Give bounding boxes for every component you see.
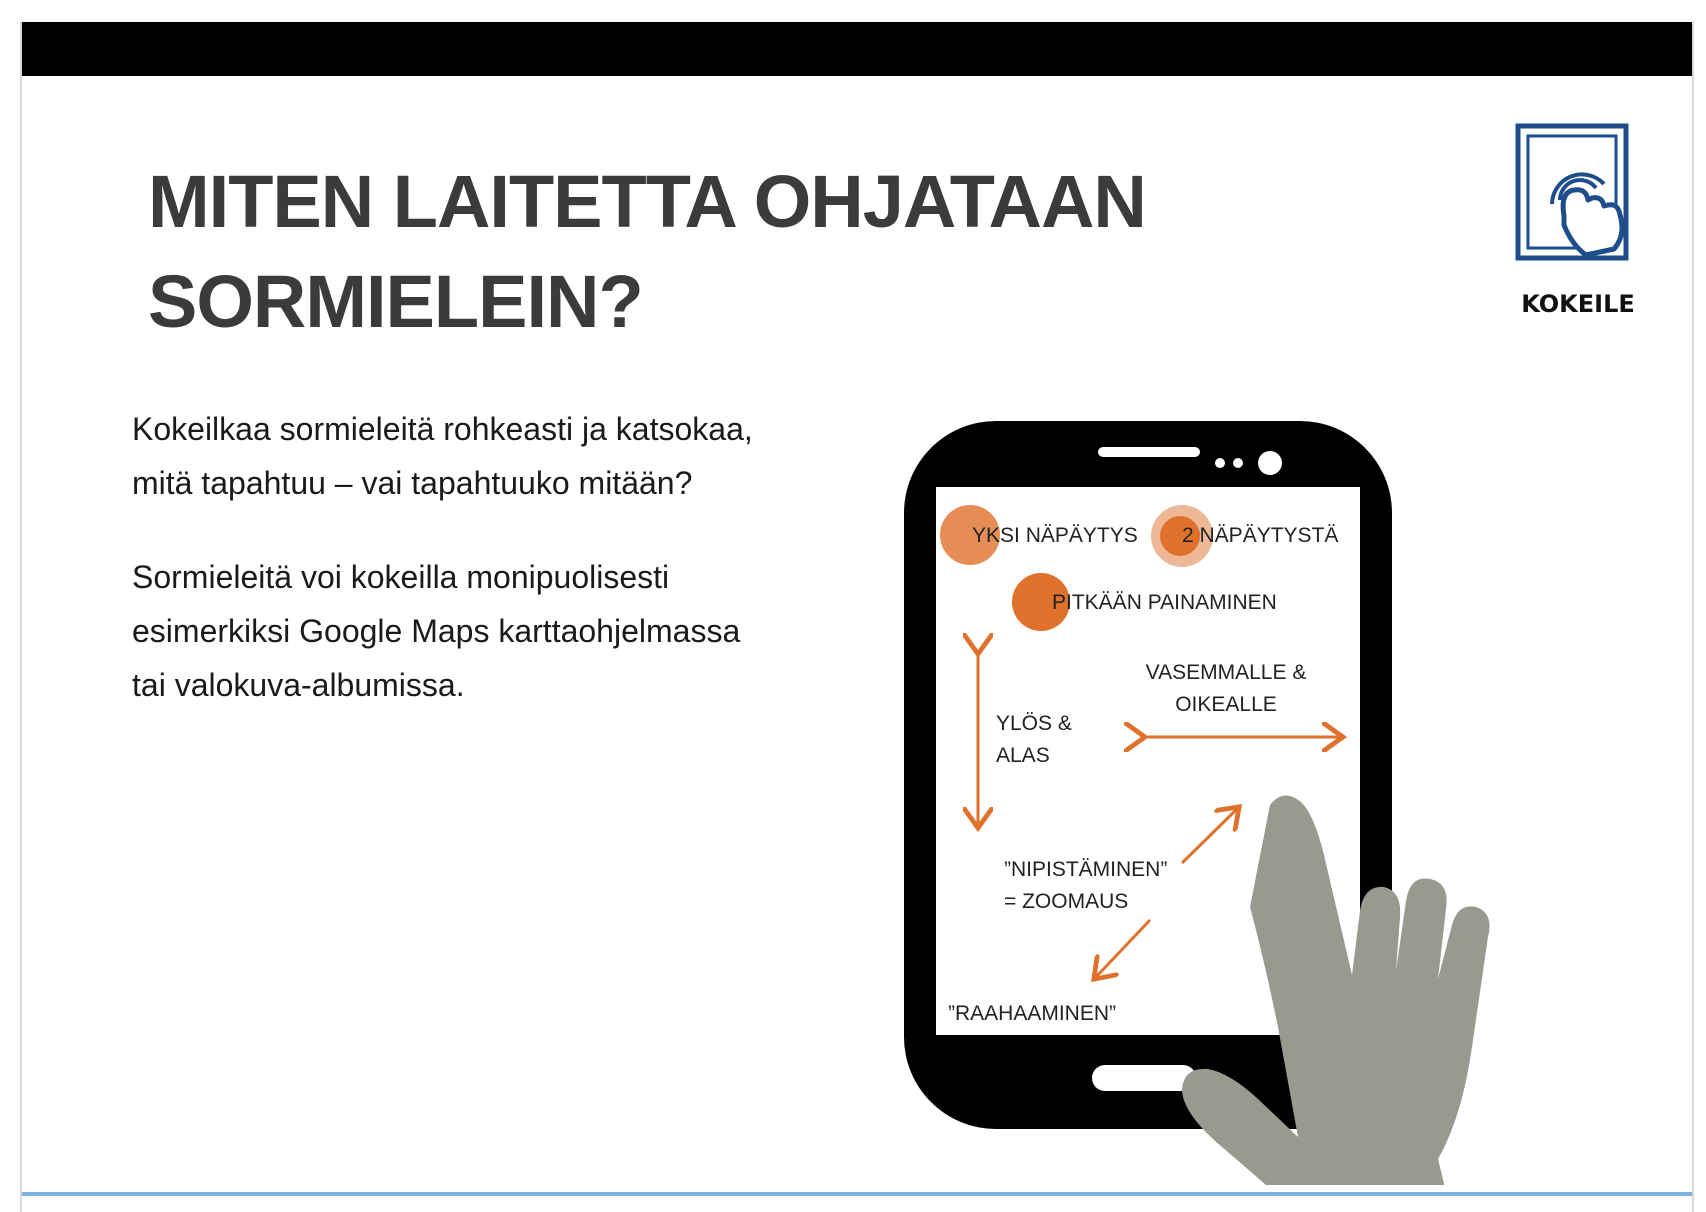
title-line-1: MITEN LAITETTA OHJATAAN xyxy=(148,160,1146,243)
label-long-press: PITKÄÄN PAINAMINEN xyxy=(1052,591,1277,614)
label-up-down-2: ALAS xyxy=(996,744,1050,767)
phone-sensor-dot xyxy=(1215,458,1225,468)
label-left-right-2: OIKEALLE xyxy=(1175,693,1277,716)
phone-speaker xyxy=(1098,447,1200,457)
label-pinch-1: ”NIPISTÄMINEN” xyxy=(1004,858,1168,881)
paragraph-intro: Kokeilkaa sormieleitä rohkeasti ja katsokaa, mitä tapahtuu – vai tapahtuuko mitään? xyxy=(132,411,753,501)
top-bar xyxy=(22,22,1692,76)
title-line-2: SORMIELEIN? xyxy=(148,260,643,343)
kokeile-badge xyxy=(1512,120,1662,330)
page-title xyxy=(148,152,1146,352)
label-up-down-1: YLÖS & xyxy=(996,712,1072,735)
label-pinch-2: = ZOOMAUS xyxy=(1004,890,1129,913)
label-double-tap: 2 NÄPÄYTYSTÄ xyxy=(1182,524,1339,547)
kokeile-label: KOKEILE xyxy=(1521,290,1635,318)
bottom-divider xyxy=(22,1192,1692,1196)
touch-tablet-icon xyxy=(1512,120,1644,290)
paragraph-examples: Sormieleitä voi kokeilla monipuolisesti esimerkiksi Google Maps karttaohjelmassa tai valokuva-albumissa. xyxy=(132,559,741,703)
label-drag: ”RAAHAAMINEN” xyxy=(948,1002,1117,1025)
phone-illustration xyxy=(880,395,1520,1185)
phone-home-button xyxy=(1092,1065,1196,1091)
label-single-tap: YKSI NÄPÄYTYS xyxy=(972,524,1138,547)
phone-sensor-dot xyxy=(1233,458,1243,468)
label-left-right-1: VASEMMALLE & xyxy=(1145,661,1307,684)
phone-camera xyxy=(1258,451,1282,475)
body-text xyxy=(132,402,772,752)
